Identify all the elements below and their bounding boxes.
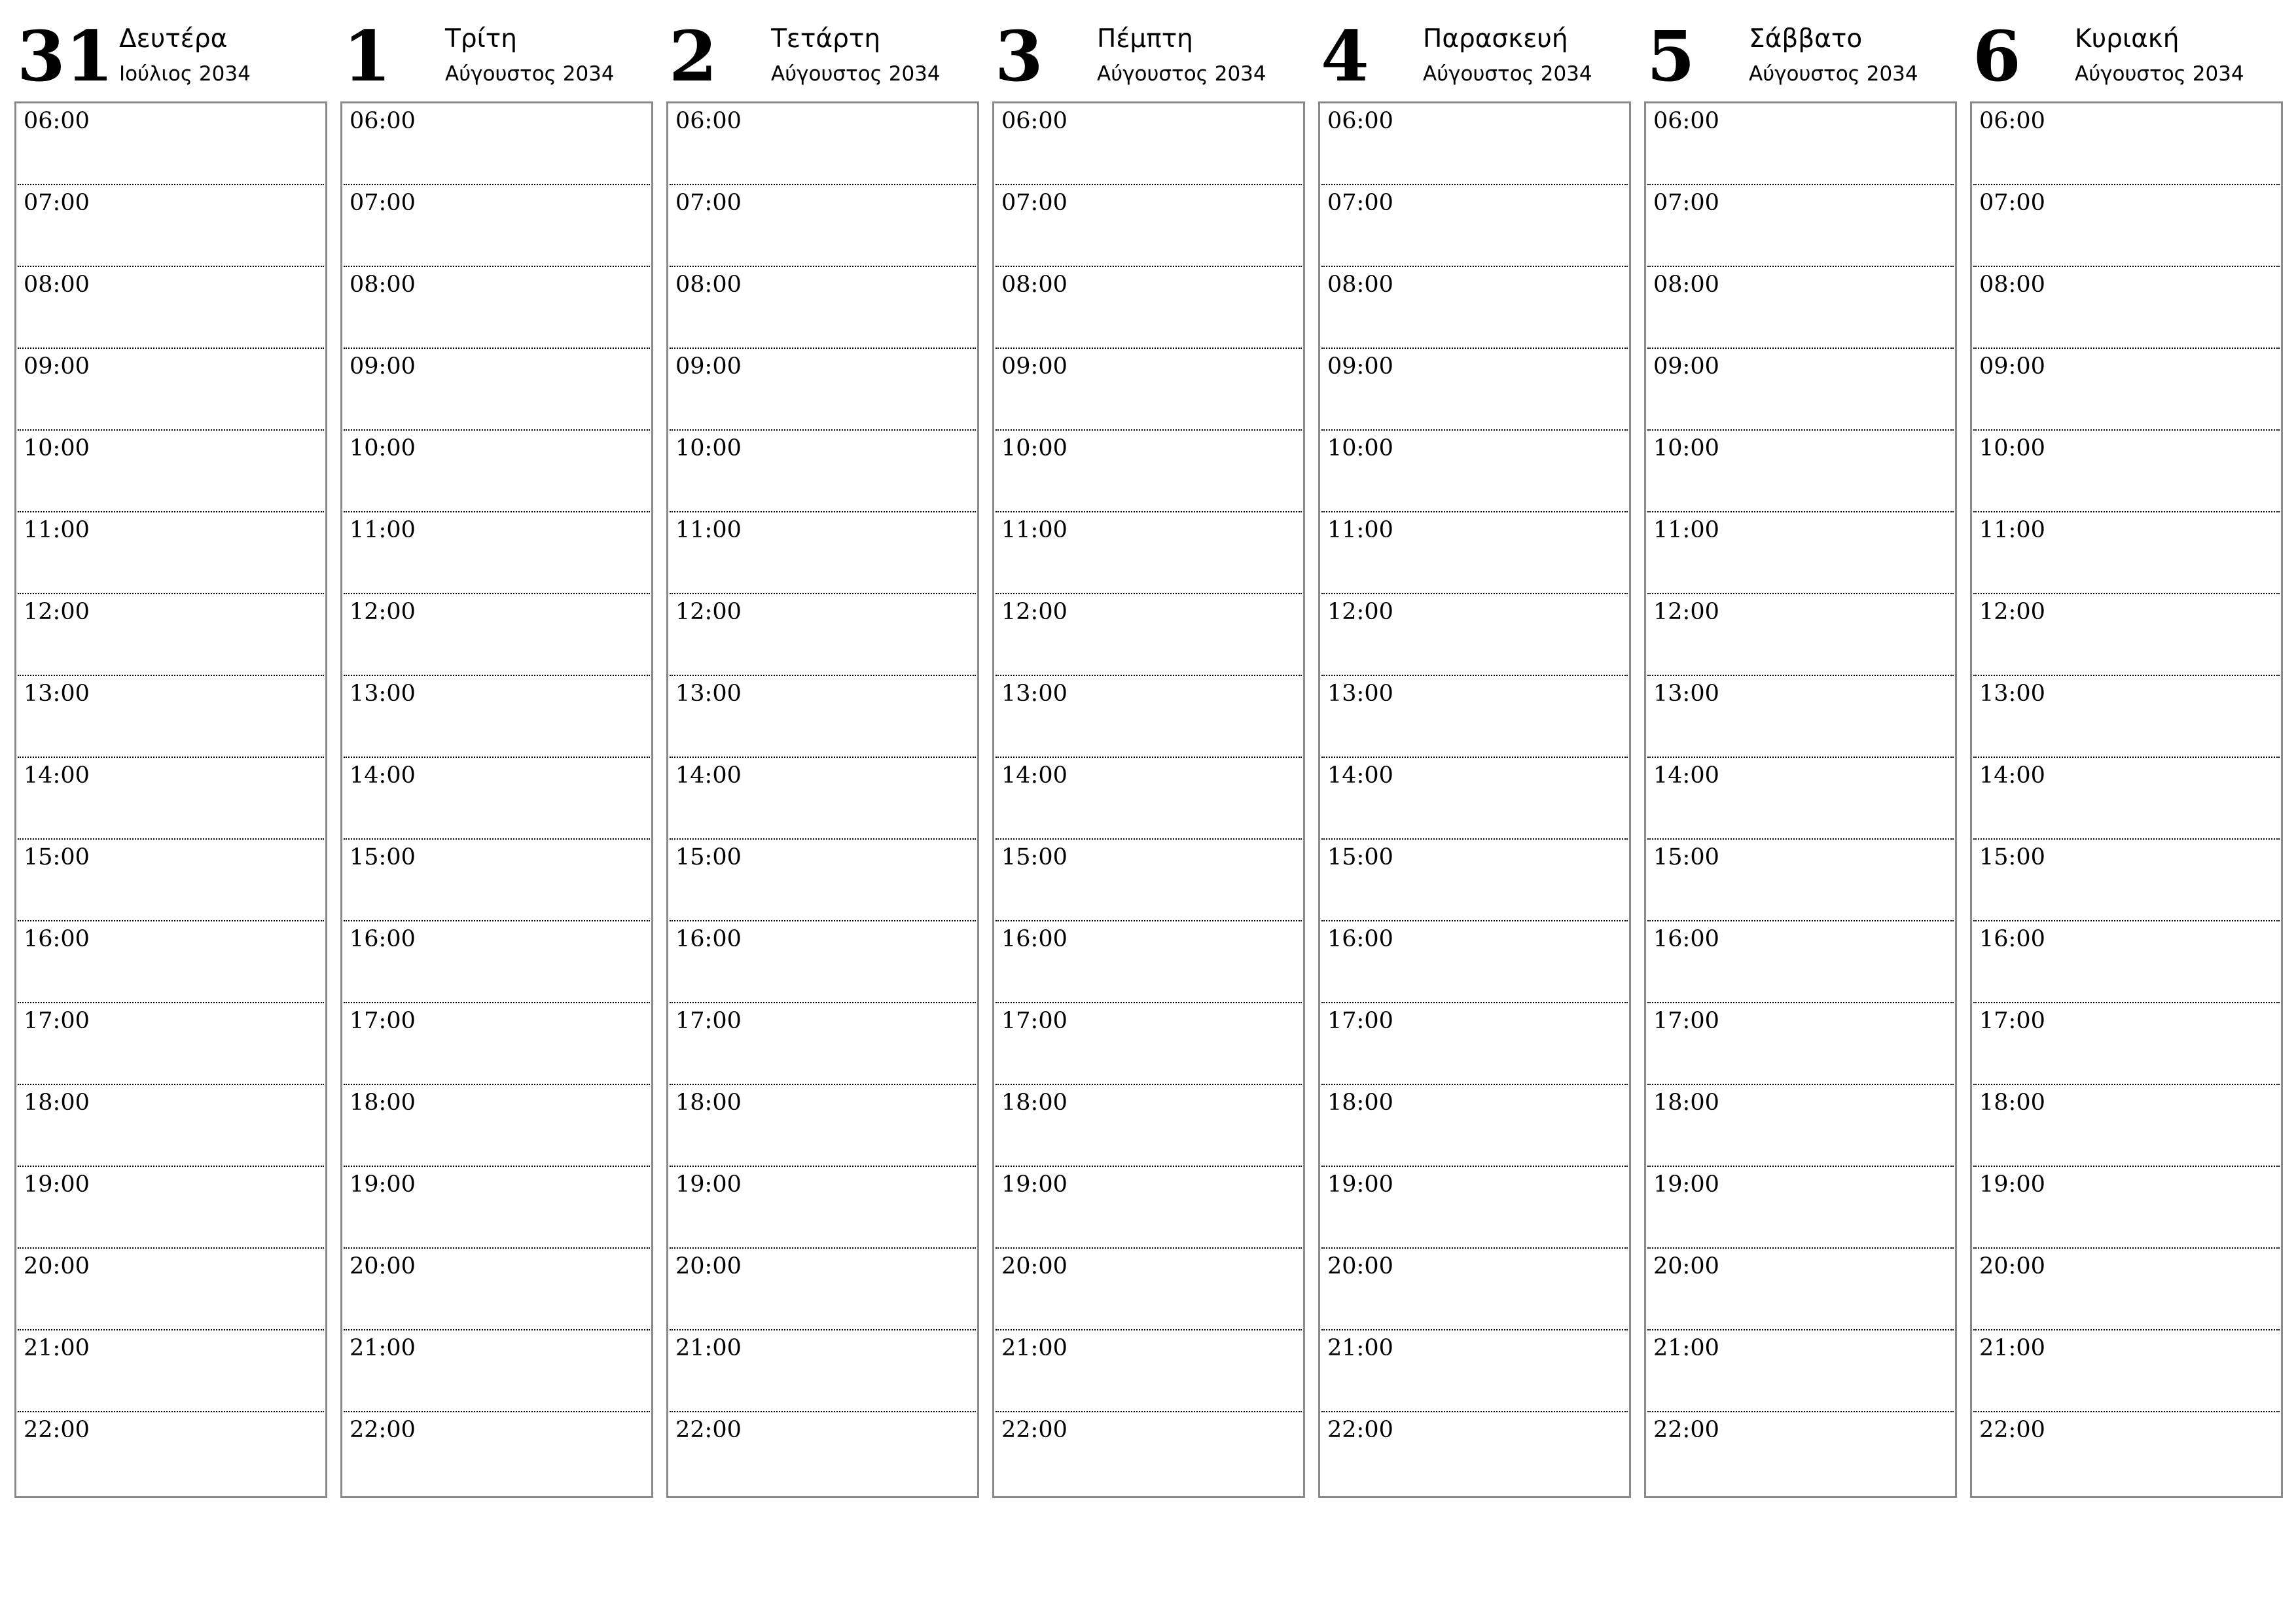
hour-label: 21:00 <box>1327 1335 1393 1361</box>
hour-slot[interactable] <box>1973 431 2280 512</box>
hour-slot[interactable] <box>670 594 976 676</box>
hour-slot[interactable] <box>1647 1003 1954 1085</box>
hour-slot[interactable] <box>1321 349 1628 431</box>
hour-slot[interactable] <box>18 676 324 758</box>
hour-slot[interactable] <box>1321 594 1628 676</box>
hour-label: 13:00 <box>1979 681 2045 707</box>
day-schedule-box <box>1970 101 2283 1498</box>
hour-label: 19:00 <box>350 1171 416 1198</box>
day-schedule-box <box>992 101 1305 1498</box>
hour-label: 16:00 <box>1001 926 1067 952</box>
hour-slot[interactable] <box>1973 1249 2280 1330</box>
hour-slot[interactable] <box>344 1249 650 1330</box>
day-header <box>992 0 1305 101</box>
hour-slot[interactable] <box>670 1085 976 1167</box>
day-schedule-box <box>1644 101 1957 1498</box>
hour-slot[interactable] <box>996 185 1302 267</box>
hour-slot[interactable] <box>996 676 1302 758</box>
hour-label: 18:00 <box>675 1090 742 1116</box>
hour-slot[interactable] <box>996 1249 1302 1330</box>
hour-slot[interactable] <box>1321 1330 1628 1412</box>
hour-slot[interactable] <box>344 840 650 921</box>
hour-slot[interactable] <box>996 267 1302 349</box>
hour-label: 09:00 <box>675 353 742 380</box>
hour-slot[interactable] <box>1647 349 1954 431</box>
hour-slot[interactable] <box>1321 1249 1628 1330</box>
hour-slot[interactable] <box>18 921 324 1003</box>
hour-label: 22:00 <box>1001 1417 1067 1443</box>
hour-label: 21:00 <box>1653 1335 1719 1361</box>
hour-label: 14:00 <box>24 762 90 789</box>
hour-label: 06:00 <box>24 108 90 134</box>
hour-label: 17:00 <box>675 1008 742 1034</box>
hour-label: 11:00 <box>24 517 90 543</box>
hour-label: 08:00 <box>350 272 416 298</box>
hour-slot[interactable] <box>344 185 650 267</box>
hour-label: 08:00 <box>675 272 742 298</box>
hour-label: 18:00 <box>1327 1090 1393 1116</box>
hour-slot[interactable] <box>1973 267 2280 349</box>
hour-label: 08:00 <box>1979 272 2045 298</box>
hour-slot[interactable] <box>670 349 976 431</box>
hour-label: 10:00 <box>675 435 742 461</box>
hour-slot[interactable] <box>18 267 324 349</box>
hour-slot[interactable] <box>1647 1249 1954 1330</box>
day-schedule-box <box>340 101 653 1498</box>
day-number: 5 <box>1647 15 1695 97</box>
hour-slot[interactable] <box>1973 676 2280 758</box>
hour-slot[interactable] <box>1647 1167 1954 1249</box>
hour-slot[interactable] <box>1973 921 2280 1003</box>
hour-slot[interactable] <box>1321 512 1628 594</box>
hour-slot[interactable] <box>1647 840 1954 921</box>
hour-slot[interactable] <box>670 840 976 921</box>
hour-slot[interactable] <box>1321 1085 1628 1167</box>
hour-slot[interactable] <box>670 1330 976 1412</box>
hour-label: 07:00 <box>675 190 742 216</box>
hour-label: 11:00 <box>1327 517 1393 543</box>
hour-slot[interactable] <box>1647 1085 1954 1167</box>
day-column <box>666 0 979 1499</box>
hour-label: 22:00 <box>1327 1417 1393 1443</box>
hour-label: 20:00 <box>24 1253 90 1279</box>
hour-label: 20:00 <box>675 1253 742 1279</box>
hour-slot[interactable] <box>18 758 324 840</box>
hour-label: 14:00 <box>350 762 416 789</box>
hour-label: 16:00 <box>1653 926 1719 952</box>
hour-slot[interactable] <box>344 921 650 1003</box>
hour-slot[interactable] <box>996 840 1302 921</box>
hour-label: 15:00 <box>350 844 416 870</box>
hour-label: 06:00 <box>1653 108 1719 134</box>
hour-label: 17:00 <box>1001 1008 1067 1034</box>
hour-slot[interactable] <box>670 758 976 840</box>
hour-label: 14:00 <box>1327 762 1393 789</box>
hour-label: 09:00 <box>1327 353 1393 380</box>
hour-label: 10:00 <box>24 435 90 461</box>
hour-label: 16:00 <box>1327 926 1393 952</box>
hour-label: 13:00 <box>1653 681 1719 707</box>
hour-label: 17:00 <box>1327 1008 1393 1034</box>
hour-slot[interactable] <box>996 1003 1302 1085</box>
hour-slot[interactable] <box>18 1085 324 1167</box>
day-number: 1 <box>343 15 391 97</box>
hour-label: 10:00 <box>1327 435 1393 461</box>
hour-label: 12:00 <box>1653 599 1719 625</box>
hour-label: 20:00 <box>1979 1253 2045 1279</box>
hour-slot[interactable] <box>344 349 650 431</box>
hour-slot[interactable] <box>1321 103 1628 185</box>
hour-label: 22:00 <box>350 1417 416 1443</box>
month-year-label: Αύγουστος 2034 <box>771 62 941 86</box>
hour-slot[interactable] <box>1647 103 1954 185</box>
hour-label: 20:00 <box>350 1253 416 1279</box>
hour-slot[interactable] <box>996 1167 1302 1249</box>
month-year-label: Αύγουστος 2034 <box>2075 62 2244 86</box>
hour-label: 20:00 <box>1327 1253 1393 1279</box>
month-year-label: Αύγουστος 2034 <box>1749 62 1918 86</box>
day-schedule-box <box>1318 101 1631 1498</box>
hour-slot[interactable] <box>1647 921 1954 1003</box>
weekday-name: Πέμπτη <box>1097 24 1193 54</box>
hour-label: 19:00 <box>24 1171 90 1198</box>
hour-label: 10:00 <box>1001 435 1067 461</box>
hour-label: 18:00 <box>1653 1090 1719 1116</box>
hour-slot[interactable] <box>670 1167 976 1249</box>
hour-slot[interactable] <box>18 1249 324 1330</box>
hour-label: 16:00 <box>350 926 416 952</box>
hour-label: 15:00 <box>1979 844 2045 870</box>
hour-label: 12:00 <box>1001 599 1067 625</box>
hour-label: 13:00 <box>24 681 90 707</box>
hour-label: 12:00 <box>24 599 90 625</box>
hour-slot[interactable] <box>670 185 976 267</box>
hour-slot[interactable] <box>1973 594 2280 676</box>
hour-slot[interactable] <box>1321 1167 1628 1249</box>
hour-slot[interactable] <box>18 349 324 431</box>
hour-slot[interactable] <box>1321 758 1628 840</box>
hour-label: 07:00 <box>350 190 416 216</box>
hour-slot[interactable] <box>344 1003 650 1085</box>
hour-slot[interactable] <box>344 676 650 758</box>
hour-slot[interactable] <box>1647 512 1954 594</box>
hour-slot[interactable] <box>1973 840 2280 921</box>
hour-label: 22:00 <box>1653 1417 1719 1443</box>
hour-slot[interactable] <box>1321 921 1628 1003</box>
hour-slot[interactable] <box>1973 349 2280 431</box>
day-header <box>1970 0 2283 101</box>
hour-slot[interactable] <box>18 185 324 267</box>
hour-label: 17:00 <box>24 1008 90 1034</box>
hour-slot[interactable] <box>18 1330 324 1412</box>
hour-label: 19:00 <box>1979 1171 2045 1198</box>
hour-label: 09:00 <box>24 353 90 380</box>
hour-label: 16:00 <box>675 926 742 952</box>
hour-label: 06:00 <box>350 108 416 134</box>
hour-label: 22:00 <box>1979 1417 2045 1443</box>
weekly-planner <box>14 0 2283 1499</box>
hour-slot[interactable] <box>18 594 324 676</box>
hour-slot[interactable] <box>996 594 1302 676</box>
hour-label: 18:00 <box>24 1090 90 1116</box>
day-column <box>1970 0 2283 1499</box>
day-column <box>1318 0 1631 1499</box>
hour-slot[interactable] <box>670 921 976 1003</box>
hour-slot[interactable] <box>1647 676 1954 758</box>
day-header <box>340 0 653 101</box>
weekday-name: Σάββατο <box>1749 24 1863 54</box>
day-schedule-box <box>666 101 979 1498</box>
day-header <box>1318 0 1631 101</box>
hour-slot[interactable] <box>996 349 1302 431</box>
hour-slot[interactable] <box>996 1330 1302 1412</box>
day-header <box>14 0 327 101</box>
day-column <box>340 0 653 1499</box>
hour-label: 17:00 <box>1653 1008 1719 1034</box>
hour-label: 08:00 <box>1653 272 1719 298</box>
hour-slot[interactable] <box>996 758 1302 840</box>
hour-slot[interactable] <box>670 1003 976 1085</box>
hour-label: 11:00 <box>350 517 416 543</box>
hour-label: 11:00 <box>1979 517 2045 543</box>
weekday-name: Τρίτη <box>445 24 517 54</box>
hour-slot[interactable] <box>344 758 650 840</box>
hour-label: 06:00 <box>1979 108 2045 134</box>
hour-slot[interactable] <box>1321 1003 1628 1085</box>
hour-slot[interactable] <box>1973 1412 2280 1496</box>
day-number: 3 <box>995 15 1043 97</box>
hour-label: 18:00 <box>350 1090 416 1116</box>
hour-slot[interactable] <box>1647 267 1954 349</box>
hour-label: 09:00 <box>1001 353 1067 380</box>
hour-slot[interactable] <box>996 1412 1302 1496</box>
day-header <box>666 0 979 101</box>
hour-label: 21:00 <box>24 1335 90 1361</box>
hour-slot[interactable] <box>1973 758 2280 840</box>
hour-slot[interactable] <box>996 1085 1302 1167</box>
hour-label: 06:00 <box>1327 108 1393 134</box>
hour-slot[interactable] <box>1647 1330 1954 1412</box>
hour-slot[interactable] <box>1321 840 1628 921</box>
hour-label: 09:00 <box>1653 353 1719 380</box>
hour-slot[interactable] <box>670 512 976 594</box>
day-number: 31 <box>17 15 114 97</box>
hour-label: 22:00 <box>675 1417 742 1443</box>
hour-label: 13:00 <box>350 681 416 707</box>
hour-label: 08:00 <box>1327 272 1393 298</box>
hour-label: 09:00 <box>350 353 416 380</box>
day-column <box>1644 0 1957 1499</box>
hour-label: 15:00 <box>1001 844 1067 870</box>
hour-slot[interactable] <box>1973 1330 2280 1412</box>
hour-label: 14:00 <box>1653 762 1719 789</box>
hour-slot[interactable] <box>1973 1003 2280 1085</box>
hour-label: 17:00 <box>350 1008 416 1034</box>
day-header <box>1644 0 1957 101</box>
hour-label: 06:00 <box>1001 108 1067 134</box>
hour-slot[interactable] <box>18 1003 324 1085</box>
hour-label: 14:00 <box>675 762 742 789</box>
day-number: 4 <box>1321 15 1369 97</box>
hour-slot[interactable] <box>670 1249 976 1330</box>
day-number: 6 <box>1973 15 2021 97</box>
month-year-label: Αύγουστος 2034 <box>1097 62 1266 86</box>
hour-slot[interactable] <box>344 512 650 594</box>
hour-slot[interactable] <box>18 431 324 512</box>
hour-label: 10:00 <box>1979 435 2045 461</box>
hour-label: 15:00 <box>24 844 90 870</box>
hour-slot[interactable] <box>344 1167 650 1249</box>
hour-slot[interactable] <box>344 103 650 185</box>
hour-label: 07:00 <box>1327 190 1393 216</box>
hour-label: 13:00 <box>675 681 742 707</box>
hour-slot[interactable] <box>344 431 650 512</box>
hour-slot[interactable] <box>344 1085 650 1167</box>
hour-slot[interactable] <box>18 1167 324 1249</box>
day-column <box>992 0 1305 1499</box>
hour-slot[interactable] <box>1321 1412 1628 1496</box>
hour-slot[interactable] <box>18 512 324 594</box>
hour-label: 07:00 <box>1979 190 2045 216</box>
hour-label: 20:00 <box>1001 1253 1067 1279</box>
hour-slot[interactable] <box>1973 1167 2280 1249</box>
hour-label: 21:00 <box>1001 1335 1067 1361</box>
day-schedule-box <box>14 101 327 1498</box>
hour-label: 19:00 <box>1653 1171 1719 1198</box>
hour-slot[interactable] <box>18 840 324 921</box>
hour-slot[interactable] <box>1647 185 1954 267</box>
hour-label: 19:00 <box>675 1171 742 1198</box>
hour-slot[interactable] <box>1321 185 1628 267</box>
hour-label: 16:00 <box>24 926 90 952</box>
hour-label: 21:00 <box>675 1335 742 1361</box>
day-number: 2 <box>669 15 717 97</box>
hour-label: 11:00 <box>675 517 742 543</box>
weekday-name: Κυριακή <box>2075 24 2179 54</box>
hour-label: 15:00 <box>1653 844 1719 870</box>
hour-slot[interactable] <box>344 1412 650 1496</box>
hour-slot[interactable] <box>344 594 650 676</box>
hour-slot[interactable] <box>1973 185 2280 267</box>
hour-slot[interactable] <box>1973 103 2280 185</box>
hour-slot[interactable] <box>996 512 1302 594</box>
hour-label: 17:00 <box>1979 1008 2045 1034</box>
hour-label: 19:00 <box>1001 1171 1067 1198</box>
hour-slot[interactable] <box>670 267 976 349</box>
hour-label: 12:00 <box>1979 599 2045 625</box>
hour-label: 08:00 <box>1001 272 1067 298</box>
day-column <box>14 0 327 1499</box>
hour-label: 21:00 <box>1979 1335 2045 1361</box>
hour-label: 18:00 <box>1979 1090 2045 1116</box>
hour-label: 07:00 <box>1653 190 1719 216</box>
hour-slot[interactable] <box>670 676 976 758</box>
hour-label: 11:00 <box>1653 517 1719 543</box>
hour-label: 07:00 <box>1001 190 1067 216</box>
hour-slot[interactable] <box>996 103 1302 185</box>
hour-label: 10:00 <box>350 435 416 461</box>
hour-slot[interactable] <box>1647 594 1954 676</box>
hour-slot[interactable] <box>344 267 650 349</box>
hour-slot[interactable] <box>1647 758 1954 840</box>
hour-slot[interactable] <box>18 103 324 185</box>
hour-label: 14:00 <box>1979 762 2045 789</box>
weekday-name: Τετάρτη <box>771 24 881 54</box>
hour-label: 22:00 <box>24 1417 90 1443</box>
hour-slot[interactable] <box>1647 431 1954 512</box>
hour-slot[interactable] <box>670 103 976 185</box>
hour-label: 13:00 <box>1327 681 1393 707</box>
hour-slot[interactable] <box>1321 431 1628 512</box>
hour-label: 18:00 <box>1001 1090 1067 1116</box>
hour-slot[interactable] <box>996 431 1302 512</box>
hour-slot[interactable] <box>996 921 1302 1003</box>
hour-slot[interactable] <box>344 1330 650 1412</box>
weekday-name: Δευτέρα <box>119 24 228 54</box>
month-year-label: Αύγουστος 2034 <box>445 62 615 86</box>
hour-slot[interactable] <box>18 1412 324 1496</box>
hour-slot[interactable] <box>1647 1412 1954 1496</box>
hour-label: 15:00 <box>1327 844 1393 870</box>
hour-label: 07:00 <box>24 190 90 216</box>
hour-label: 12:00 <box>350 599 416 625</box>
hour-label: 10:00 <box>1653 435 1719 461</box>
hour-slot[interactable] <box>1973 512 2280 594</box>
hour-label: 21:00 <box>350 1335 416 1361</box>
hour-label: 16:00 <box>1979 926 2045 952</box>
hour-slot[interactable] <box>1973 1085 2280 1167</box>
hour-slot[interactable] <box>1321 267 1628 349</box>
hour-label: 20:00 <box>1653 1253 1719 1279</box>
month-year-label: Αύγουστος 2034 <box>1423 62 1592 86</box>
weekday-name: Παρασκευή <box>1423 24 1568 54</box>
hour-slot[interactable] <box>670 431 976 512</box>
hour-label: 11:00 <box>1001 517 1067 543</box>
hour-label: 09:00 <box>1979 353 2045 380</box>
hour-label: 12:00 <box>675 599 742 625</box>
hour-label: 19:00 <box>1327 1171 1393 1198</box>
hour-label: 12:00 <box>1327 599 1393 625</box>
hour-slot[interactable] <box>670 1412 976 1496</box>
hour-label: 06:00 <box>675 108 742 134</box>
hour-label: 08:00 <box>24 272 90 298</box>
hour-label: 15:00 <box>675 844 742 870</box>
hour-label: 13:00 <box>1001 681 1067 707</box>
hour-label: 14:00 <box>1001 762 1067 789</box>
month-year-label: Ιούλιος 2034 <box>119 62 251 86</box>
hour-slot[interactable] <box>1321 676 1628 758</box>
